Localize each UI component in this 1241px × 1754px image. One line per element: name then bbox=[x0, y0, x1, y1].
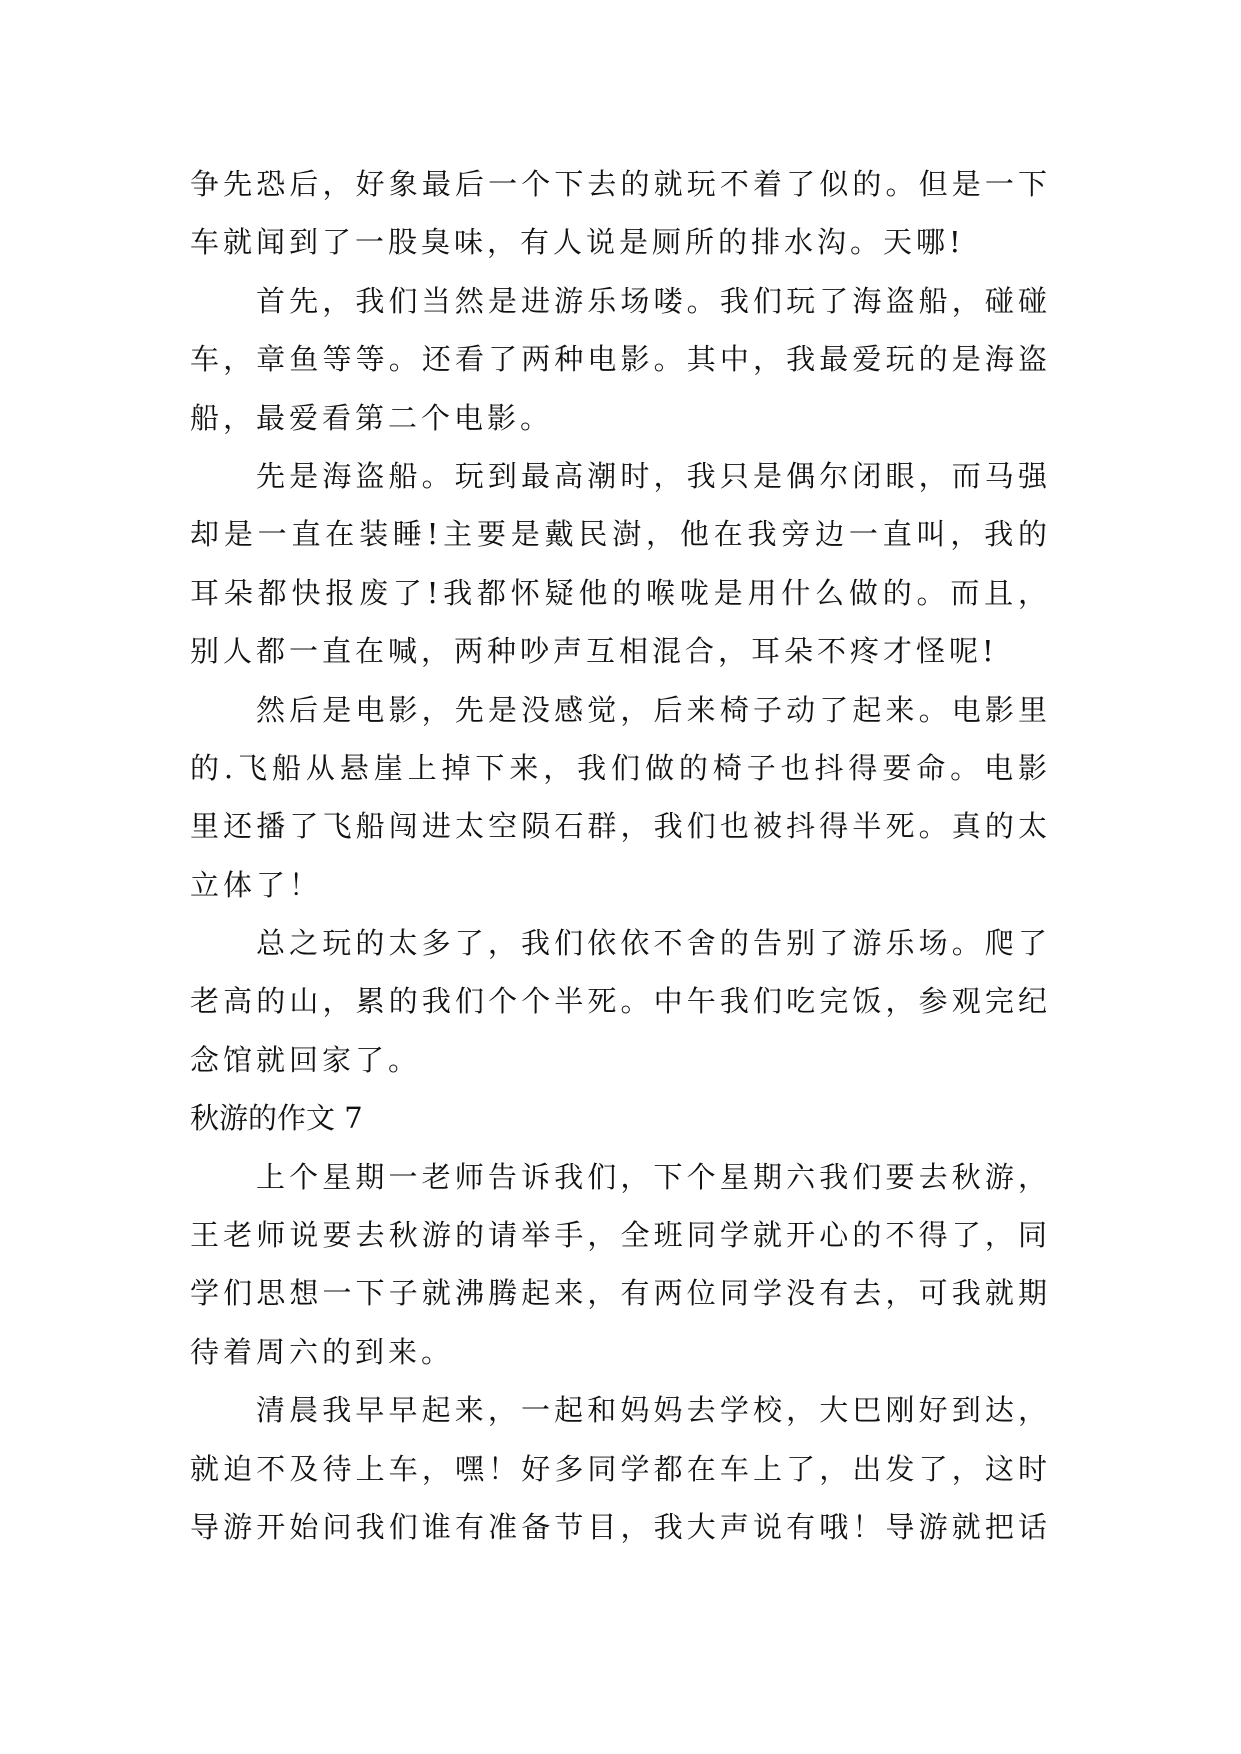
text-line: 待着周六的到来。 bbox=[190, 1334, 455, 1369]
text-line: 争先恐后，好象最后一个下去的就玩不着了似的。但是一下 bbox=[190, 167, 1051, 201]
paragraph bbox=[190, 447, 1051, 681]
text-line: 车就闻到了一股臭味，有人说是厕所的排水沟。天哪! bbox=[190, 225, 965, 260]
text-line: 首先，我们当然是进游乐场喽。我们玩了海盗船，碰碰 bbox=[256, 283, 1051, 318]
text-line: 里还播了飞船闯进太空陨石群，我们也被抖得半死。真的太 bbox=[190, 809, 1051, 844]
text-line: 别人都一直在喊，两种吵声互相混合，耳朵不疼才怪呢! bbox=[190, 634, 998, 669]
paragraph bbox=[190, 681, 1051, 915]
paragraph bbox=[190, 914, 1051, 1089]
text-line: 清晨我早早起来，一起和妈妈去学校，大巴刚好到达， bbox=[256, 1393, 1051, 1428]
text-line: 耳朵都快报废了!我都怀疑他的喉咙是用什么做的。而且， bbox=[190, 575, 1051, 610]
text-line: 王老师说要去秋游的请举手，全班同学就开心的不得了，同 bbox=[190, 1218, 1051, 1253]
text-line: 总之玩的太多了，我们依依不舍的告别了游乐场。爬了 bbox=[256, 926, 1051, 961]
paragraph bbox=[190, 1381, 1051, 1556]
text-line: 导游开始问我们谁有准备节目，我大声说有哦！导游就把话 bbox=[190, 1509, 1051, 1544]
text-line: 学们思想一下子就沸腾起来，有两位同学没有去，可我就期 bbox=[190, 1276, 1051, 1311]
paragraph bbox=[190, 272, 1051, 447]
text-line: 车，章鱼等等。还看了两种电影。其中，我最爱玩的是海盗 bbox=[190, 342, 1051, 377]
text-line: 的.飞船从悬崖上掉下来，我们做的椅子也抖得要命。电影 bbox=[190, 750, 1051, 785]
text-line: 然后是电影，先是没感觉，后来椅子动了起来。电影里 bbox=[256, 692, 1051, 727]
text-line: 上个星期一老师告诉我们，下个星期六我们要去秋游， bbox=[256, 1159, 1051, 1194]
text-line: 老高的山，累的我们个个半死。中午我们吃完饭，参观完纪 bbox=[190, 984, 1051, 1019]
paragraph bbox=[190, 155, 1051, 272]
document-body bbox=[190, 155, 1051, 1556]
text-line: 立体了！ bbox=[190, 867, 323, 902]
paragraph bbox=[190, 1148, 1051, 1382]
text-line: 念馆就回家了。 bbox=[190, 1042, 422, 1077]
section-heading: 秋游的作文 7 bbox=[190, 1101, 363, 1136]
text-line: 先是海盗船。玩到最高潮时，我只是偶尔闭眼，而马强 bbox=[256, 458, 1051, 493]
text-line: 却是一直在装睡!主要是戴民澍，他在我旁边一直叫，我的 bbox=[190, 517, 1051, 552]
text-line: 就迫不及待上车，嘿！好多同学都在车上了，出发了，这时 bbox=[190, 1451, 1051, 1486]
text-line: 船，最爱看第二个电影。 bbox=[190, 400, 554, 435]
